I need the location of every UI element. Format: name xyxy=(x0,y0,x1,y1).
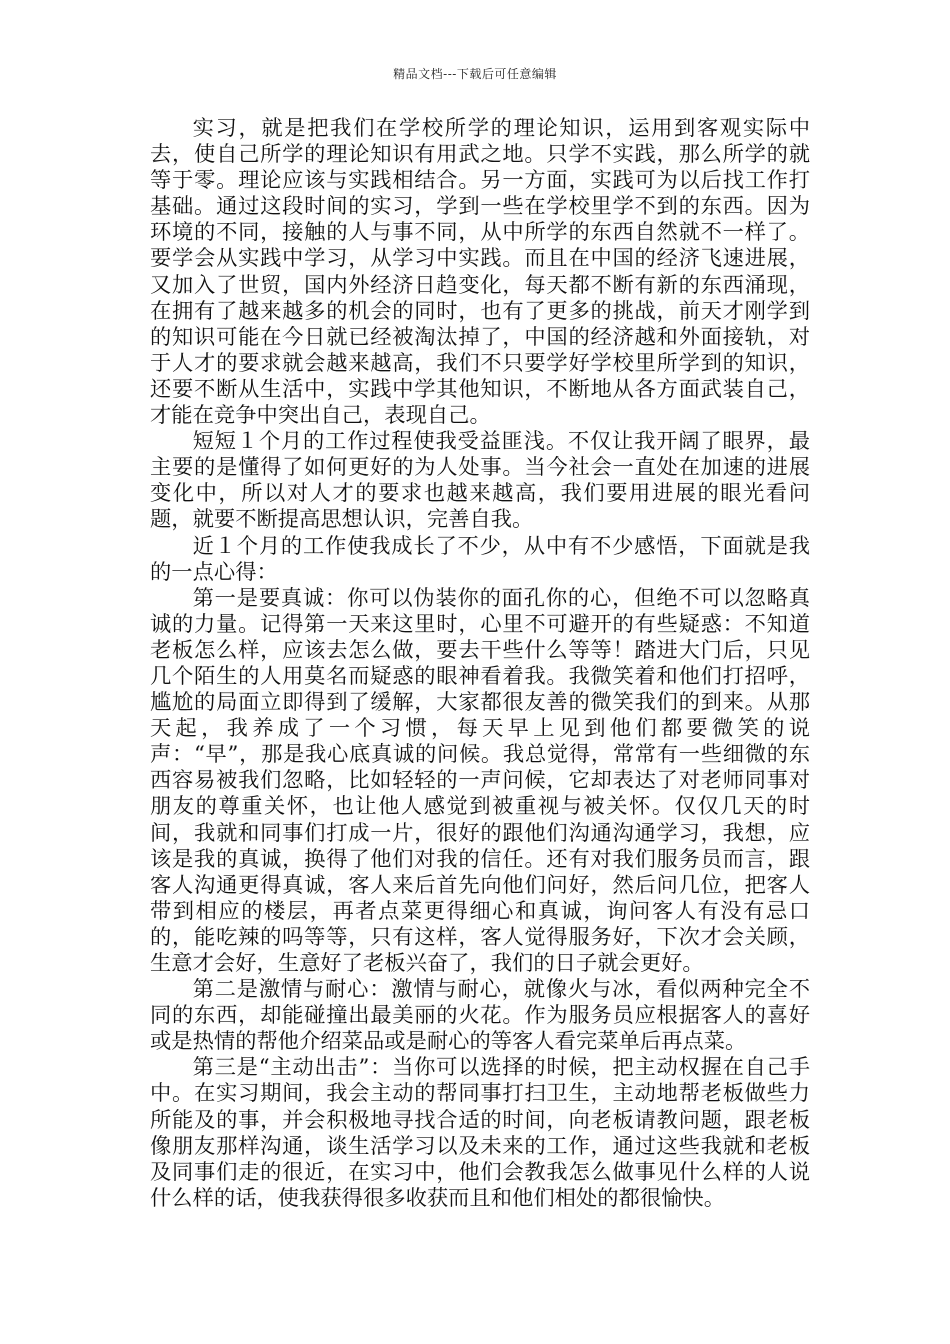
paragraph-internship-intro: 实习，就是把我们在学校所学的理论知识，运用到客观实际中去，使自己所学的理论知识有用武之地。只学不实践，那么所学的就等于零。理论应该与实践相结合。另一方面，实践可为以后找工作打基础。通过这段时间的实习，学到一些在学校里学不到的东西。因为环境的不同，接触的人与事不同，从中所学的东西自然就不一样了。要学会从实践中学习，从学习中实践。而且在中国的经济飞速进展，又加入了世贸，国内外经济日趋变化，每天都不断有新的东西涌现，在拥有了越来越多的机会的同时，也有了更多的挑战，前天才刚学到的知识可能在今日就已经被淘汰掉了，中国的经济越和外面接轨，对于人才的要求就会越来越高，我们不只要学好学校里所学到的知识，还要不断从生活中，实践中学其他知识，不断地从各方面武装自己，才能在竞争中突出自己，表现自己。 xyxy=(150,116,810,429)
paragraph-insights-intro: 近１个月的工作使我成长了不少，从中有不少感悟，下面就是我的一点心得： xyxy=(150,533,810,585)
paragraph-take-initiative: 第三是“主动出击”：当你可以选择的时候，把主动权握在自己手中。在实习期间，我会主动的帮同事打扫卫生，主动地帮老板做些力所能及的事，并会积极地寻找合适的时间，向老板请教问题，跟老板像朋友那样沟通，谈生活学习以及未来的工作，通过这些我就和老板及同事们走的很近，在实习中，他们会教我怎么做事见什么样的人说什么样的话，使我获得很多收获而且和他们相处的都很愉快。 xyxy=(150,1055,810,1211)
page-header: 精品文档---下载后可任意编辑 xyxy=(393,67,557,81)
document-body xyxy=(150,116,810,1212)
paragraph-sincerity: 第一是要真诚：你可以伪装你的面孔你的心，但绝不可以忽略真诚的力量。记得第一天来这里时，心里不可避开的有些疑惑：不知道老板怎么样，应该去怎么做，要去干些什么等等！踏进大门后，只见几个陌生的人用莫名而疑惑的眼神看着我。我微笑着和他们打招呼，尴尬的局面立即得到了缓解，大家都很友善的微笑我们的到来。从那天起，我养成了一个习惯，每天早上见到他们都要微笑的说声：“早”，那是我心底真诚的问候。我总觉得，常常有一些细微的东西容易被我们忽略，比如轻轻的一声问候，它却表达了对老师同事对朋友的尊重关怀，也让他人感觉到被重视与被关怀。仅仅几天的时间，我就和同事们打成一片，很好的跟他们沟通沟通学习，我想，应该是我的真诚，换得了他们对我的信任。还有对我们服务员而言，跟客人沟通更得真诚，客人来后首先向他们问好，然后问几位，把客人带到相应的楼层，再者点菜更得细心和真诚，询问客人有没有忌口的，能吃辣的吗等等，只有这样，客人觉得服务好，下次才会关顾，生意才会好，生意好了老板兴奋了，我们的日子就会更好。 xyxy=(150,585,810,976)
paragraph-one-month-work: 短短１个月的工作过程使我受益匪浅。不仅让我开阔了眼界，最主要的是懂得了如何更好的为人处事。当今社会一直处在加速的进展变化中，所以对人才的要求也越来越高，我们要用进展的眼光看问题，就要不断提高思想认识，完善自我。 xyxy=(150,429,810,533)
paragraph-passion-patience: 第二是激情与耐心：激情与耐心，就像火与冰，看似两种完全不同的东西，却能碰撞出最美丽的火花。作为服务员应根据客人的喜好或是热情的帮他介绍菜品或是耐心的等客人看完菜单后再点菜。 xyxy=(150,977,810,1055)
